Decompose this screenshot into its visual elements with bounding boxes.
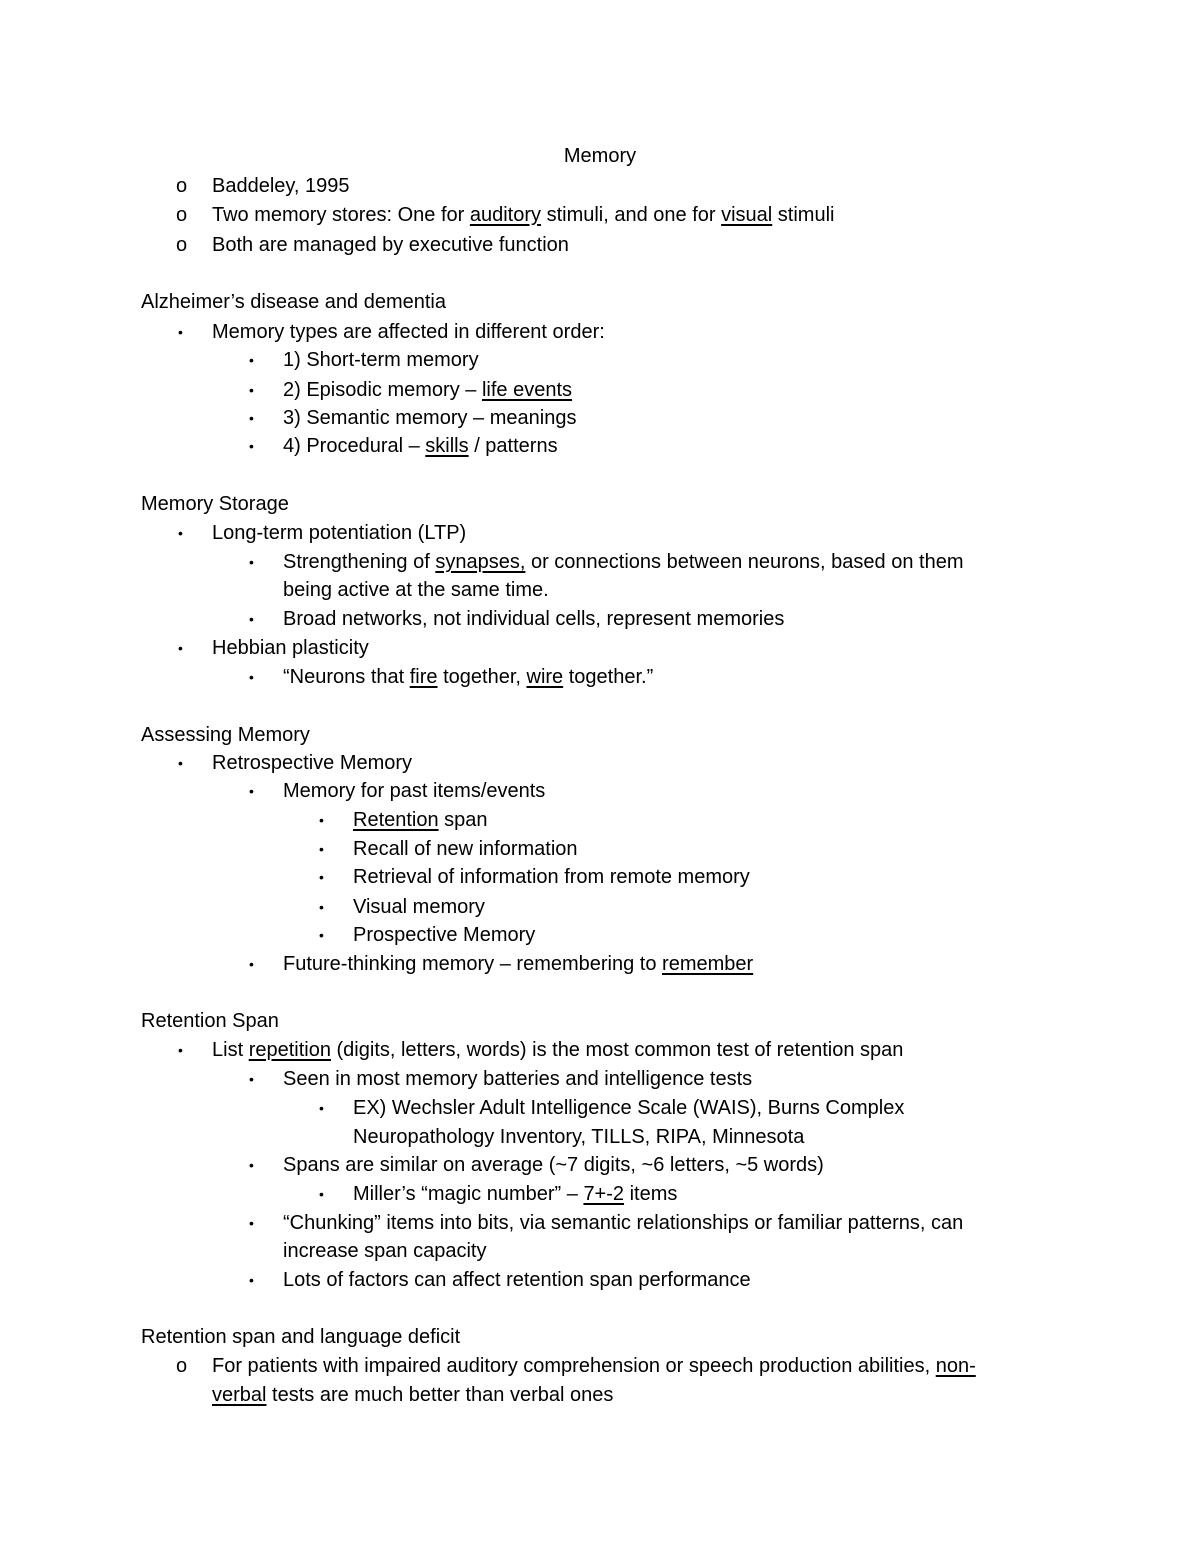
section-heading-assessing-memory: Assessing Memory bbox=[141, 724, 310, 746]
bullet-icon: • bbox=[249, 1272, 254, 1288]
bullet-icon: • bbox=[319, 1100, 324, 1116]
list-item bbox=[283, 950, 753, 978]
underlined-text: non- bbox=[935, 1355, 976, 1377]
underlined-text: wire bbox=[526, 666, 564, 688]
underlined-text: life events bbox=[481, 379, 573, 401]
list-item bbox=[212, 201, 834, 229]
text-run: Recall of new information bbox=[353, 838, 578, 860]
list-item bbox=[212, 1036, 903, 1064]
text-run: For patients with impaired auditory comprehension or speech production abilities, bbox=[212, 1355, 936, 1377]
list-item: Spans are similar on average (~7 digits, ~6 letters, ~5 words) bbox=[283, 1154, 824, 1176]
list-item bbox=[212, 231, 569, 259]
bullet-icon: • bbox=[249, 783, 254, 799]
bullet-icon: • bbox=[249, 438, 254, 454]
text-run: Prospective Memory bbox=[353, 924, 536, 946]
text-run: Strengthening of bbox=[283, 551, 436, 573]
text-run: 4) Procedural – bbox=[283, 435, 426, 457]
text-run: Baddeley, 1995 bbox=[212, 175, 350, 197]
text-run: stimuli bbox=[772, 204, 835, 226]
bullet-icon: • bbox=[249, 382, 254, 398]
text-run: tests are much better than verbal ones bbox=[266, 1384, 614, 1406]
list-item bbox=[283, 376, 572, 404]
section-heading-alzheimers: Alzheimer’s disease and dementia bbox=[141, 291, 446, 313]
list-item bbox=[283, 346, 479, 374]
circle-bullet-icon: o bbox=[176, 204, 188, 226]
underlined-text: skills bbox=[425, 435, 469, 457]
bullet-icon: • bbox=[319, 927, 324, 943]
text-run: Retrieval of information from remote memory bbox=[353, 866, 750, 888]
underlined-text: visual bbox=[721, 204, 773, 226]
bullet-icon: • bbox=[249, 956, 254, 972]
bullet-icon: • bbox=[249, 669, 254, 685]
bullet-icon: • bbox=[319, 841, 324, 857]
bullet-icon: • bbox=[319, 1186, 324, 1202]
list-item: “Chunking” items into bits, via semantic relationships or familiar patterns, can bbox=[283, 1212, 964, 1234]
text-run: (digits, letters, words) is the most common test of retention span bbox=[330, 1039, 904, 1061]
list-item bbox=[283, 663, 653, 691]
bullet-icon: • bbox=[178, 525, 183, 541]
list-item-continuation: increase span capacity bbox=[283, 1240, 487, 1262]
list-item: Long-term potentiation (LTP) bbox=[212, 522, 467, 544]
list-item: Broad networks, not individual cells, represent memories bbox=[283, 608, 785, 630]
list-item-continuation bbox=[212, 1381, 613, 1409]
text-run: 3) Semantic memory – meanings bbox=[283, 407, 577, 429]
bullet-icon: • bbox=[249, 410, 254, 426]
text-run: 2) Episodic memory – bbox=[283, 379, 482, 401]
bullet-icon: • bbox=[178, 755, 183, 771]
text-run: stimuli, and one for bbox=[541, 204, 722, 226]
underlined-text: Retention bbox=[353, 809, 439, 831]
text-run: together.” bbox=[563, 666, 654, 688]
text-run: Future-thinking memory – remembering to bbox=[283, 953, 663, 975]
text-run: Both are managed by executive function bbox=[212, 234, 569, 256]
page-title: Memory bbox=[563, 145, 637, 167]
section-heading-retention-span: Retention Span bbox=[141, 1010, 279, 1032]
text-run: “Neurons that bbox=[283, 666, 410, 688]
list-item: Retrospective Memory bbox=[212, 752, 413, 774]
bullet-icon: • bbox=[249, 554, 254, 570]
list-item bbox=[283, 432, 558, 460]
text-run: or connections between neurons, based on them bbox=[525, 551, 964, 573]
text-run: 1) Short-term memory bbox=[283, 349, 479, 371]
list-item: Hebbian plasticity bbox=[212, 637, 369, 659]
bullet-icon: • bbox=[249, 1215, 254, 1231]
bullet-icon: • bbox=[178, 324, 183, 340]
underlined-text: repetition bbox=[248, 1039, 331, 1061]
bullet-icon: • bbox=[249, 352, 254, 368]
text-run: Two memory stores: One for bbox=[212, 204, 470, 226]
underlined-text: remember bbox=[662, 953, 754, 975]
bullet-icon: • bbox=[319, 869, 324, 885]
bullet-icon: • bbox=[249, 611, 254, 627]
underlined-text: fire bbox=[409, 666, 438, 688]
text-run: / patterns bbox=[468, 435, 558, 457]
list-item bbox=[212, 1352, 976, 1380]
list-item-continuation: Neuropathology Inventory, TILLS, RIPA, Minnesota bbox=[353, 1126, 805, 1148]
list-item bbox=[353, 806, 488, 834]
list-item bbox=[353, 1180, 677, 1208]
list-item: Memory types are affected in different order: bbox=[212, 321, 605, 343]
underlined-text: 7+-2 bbox=[583, 1183, 625, 1205]
text-run: together, bbox=[437, 666, 527, 688]
list-item-continuation: being active at the same time. bbox=[283, 579, 549, 601]
list-item bbox=[283, 548, 963, 576]
bullet-icon: • bbox=[178, 1042, 183, 1058]
circle-bullet-icon: o bbox=[176, 234, 188, 256]
list-item: EX) Wechsler Adult Intelligence Scale (WAIS), Burns Complex bbox=[353, 1097, 905, 1119]
list-item bbox=[353, 921, 535, 949]
section-heading-memory-storage: Memory Storage bbox=[141, 493, 289, 515]
bullet-icon: • bbox=[249, 1071, 254, 1087]
bullet-icon: • bbox=[319, 899, 324, 915]
circle-bullet-icon: o bbox=[176, 175, 188, 197]
list-item bbox=[353, 863, 750, 891]
section-heading-language-deficit: Retention span and language deficit bbox=[141, 1326, 461, 1348]
text-run: List bbox=[212, 1039, 249, 1061]
circle-bullet-icon: o bbox=[176, 1355, 188, 1377]
list-item: Lots of factors can affect retention span performance bbox=[283, 1269, 751, 1291]
bullet-icon: • bbox=[178, 640, 183, 656]
underlined-text: synapses, bbox=[435, 551, 526, 573]
text-run: items bbox=[624, 1183, 678, 1205]
bullet-icon: • bbox=[319, 812, 324, 828]
text-run: span bbox=[438, 809, 488, 831]
list-item bbox=[353, 835, 578, 863]
list-item: Memory for past items/events bbox=[283, 780, 546, 802]
list-item bbox=[353, 893, 485, 921]
text-run: Visual memory bbox=[353, 896, 485, 918]
bullet-icon: • bbox=[249, 1157, 254, 1173]
list-item: Seen in most memory batteries and intelligence tests bbox=[283, 1068, 753, 1090]
list-item bbox=[283, 404, 576, 432]
list-item bbox=[212, 172, 350, 200]
text-run: Miller’s “magic number” – bbox=[353, 1183, 584, 1205]
underlined-text: verbal bbox=[212, 1384, 267, 1406]
underlined-text: auditory bbox=[469, 204, 542, 226]
